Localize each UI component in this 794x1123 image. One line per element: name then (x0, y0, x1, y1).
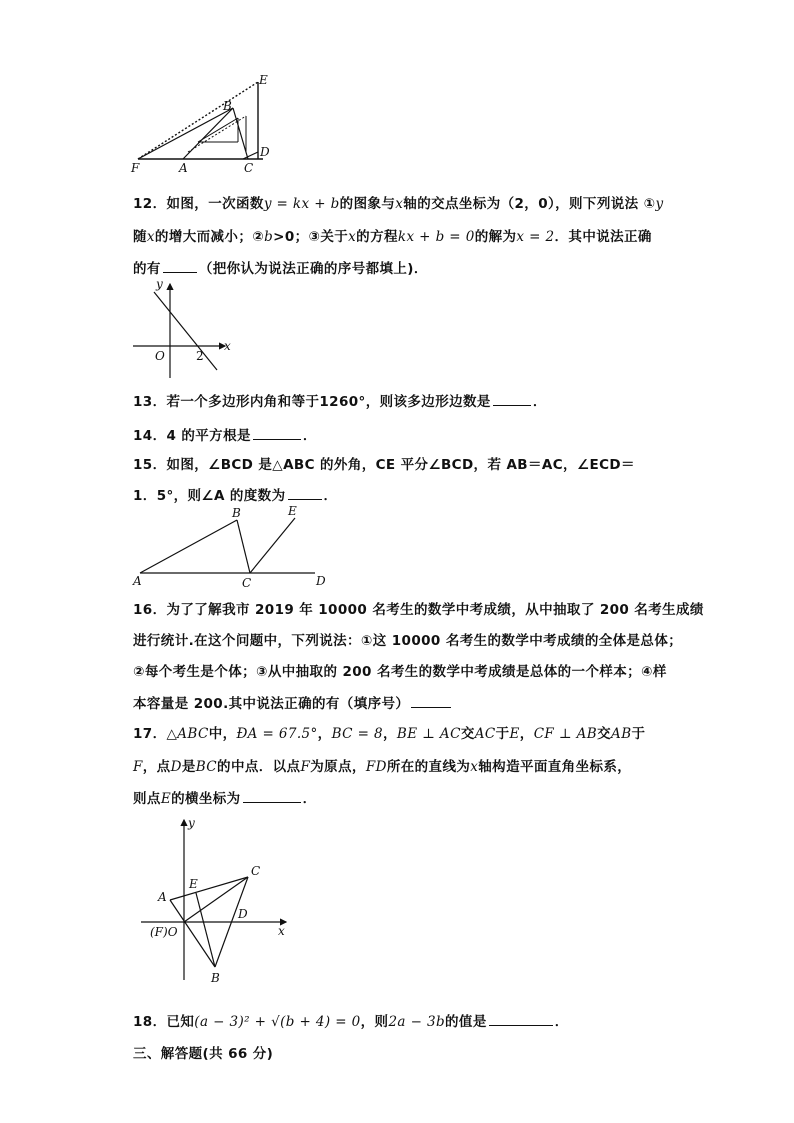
label-B: B (211, 971, 220, 985)
answer-blank (489, 1013, 553, 1026)
label-B: B (223, 99, 232, 113)
q17-line-3: 则点E的横坐标为 ． (133, 791, 317, 807)
label-A: A (179, 161, 188, 175)
q12-line-2: 随x的增大而减小；②b>0；③关于x的方程kx + b = 0的解为x = 2．其中说法正确 (133, 229, 652, 245)
q13-line: 13．若一个多边形内角和等于1260°，则该多边形边数是 ． (133, 394, 547, 410)
q12-line-1: 12．如图，一次函数y = kx + b的图象与x轴的交点坐标为（2，0），则下列说法 ①y (133, 196, 664, 212)
label-O: O (155, 349, 165, 363)
answer-blank (493, 393, 531, 406)
label-2: 2 (196, 349, 204, 363)
label-E: E (189, 877, 198, 891)
section-heading: 三、解答题(共 66 分) (133, 1046, 274, 1062)
figure-q15-triangle (130, 500, 340, 590)
q17-line-1: 17．△ABC中，ÐA = 67.5°，BC = 8，BE ⊥ AC交AC于E，CF ⊥ AB交AB于 (133, 726, 646, 742)
figure-q17-coordinate (138, 815, 298, 985)
q18-line: 18．已知(a − 3)² + √(b + 4) = 0，则2a − 3b的值是 ． (133, 1014, 569, 1030)
answer-blank (243, 790, 301, 803)
q15-line-2: 1．5°，则∠A 的度数为 ． (133, 488, 338, 504)
label-C: C (251, 864, 261, 878)
q17-line-2: F，点D是BC的中点．以点F为原点，FD所在的直线为x轴构造平面直角坐标系， (133, 759, 632, 775)
label-y: y (188, 816, 195, 830)
figure-q11-triangles (128, 72, 278, 177)
q12-line-3: 的有 （把你认为说法正确的序号都填上)． (133, 261, 428, 277)
label-E: E (259, 73, 268, 87)
label-x: x (278, 924, 285, 938)
label-E: E (288, 504, 297, 518)
figure-q12-linear-graph (130, 278, 240, 383)
q14-line: 14．4 的平方根是 ． (133, 428, 317, 444)
answer-blank (163, 260, 197, 273)
label-C: C (242, 576, 252, 590)
q16-line-2: 进行统计.在这个问题中，下列说法：①这 10000 名考生的数学中考成绩的全体是总体； (133, 633, 683, 649)
label-C: C (244, 161, 254, 175)
label-A: A (133, 574, 142, 588)
label-D: D (238, 907, 248, 921)
q16-line-4: 本容量是 200.其中说法正确的有（填序号） (133, 692, 453, 712)
label-FO: (F)O (150, 925, 178, 939)
label-x: x (224, 339, 231, 353)
answer-blank (288, 487, 322, 500)
q16-line-1: 16．为了了解我市 2019 年 10000 名考生的数学中考成绩，从中抽取了 200 名考生成绩 (133, 602, 704, 618)
label-B: B (232, 506, 241, 520)
q16-line-3: ②每个考生是个体；③从中抽取的 200 名考生的数学中考成绩是总体的一个样本；④样 (133, 664, 667, 680)
label-A: A (158, 890, 167, 904)
answer-blank (253, 427, 301, 440)
answer-blank (411, 695, 451, 708)
label-D: D (316, 574, 326, 588)
label-D: D (260, 145, 270, 159)
q15-line-1: 15．如图，∠BCD 是△ABC 的外角，CE 平分∠BCD，若 AB＝AC，∠ECD＝ (133, 457, 635, 473)
label-F: F (131, 161, 140, 175)
label-y: y (156, 278, 163, 291)
